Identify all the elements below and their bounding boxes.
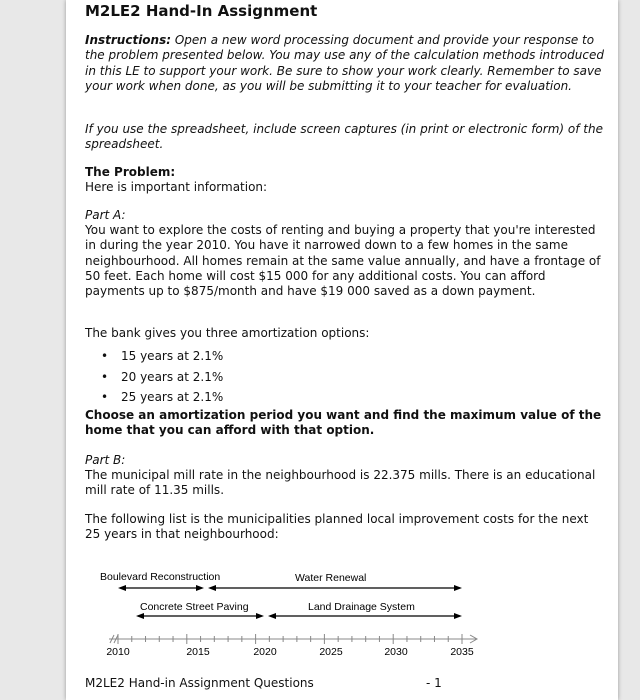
arrowhead-right-icon [196, 585, 204, 591]
instructions-paragraph [85, 33, 605, 94]
axis-label-2020: 2020 [253, 646, 277, 658]
instructions-text: Open a new word processing document and provide your response to the problem presented below. You may use any of the calculation methods introduced in this LE to support your work. Be sure to show your work clearly. Remember to save your work when done, as you will be submitting it to your teacher for evaluation. [85, 33, 604, 93]
improvements-intro: The following list is the municipalities planned local improvement costs for the next 25 years in that neighbourhood: [85, 512, 589, 542]
part-b-text: The municipal mill rate in the neighbourhood is 22.375 mills. There is an educational mill rate of 11.35 mills. [85, 468, 596, 498]
list-item: • 20 years at 2.1% [85, 367, 223, 388]
arrowhead-left-icon [118, 585, 126, 591]
axis-label-2035: 2035 [450, 646, 474, 658]
axis-label-2030: 2030 [384, 646, 408, 658]
project-label-paving: Concrete Street Paving [140, 601, 249, 613]
timeline-projects [100, 571, 462, 619]
project-label-water: Water Renewal [295, 572, 367, 584]
arrowhead-right-icon [454, 613, 462, 619]
arrowhead-left-icon [268, 613, 276, 619]
part-a-text: You want to explore the costs of renting and buying a property that you're interested in during the year 2010. You have it narrowed down to a few homes in the same neighbourhood. All homes remain at the same value annually, and have a frontage of 50 feet. Each home will cost $15 000 for any additional costs. You can afford payments up to $875/month and have $19 000 saved as a down payment. [85, 223, 601, 299]
axis-label-2010: 2010 [106, 646, 130, 658]
document-title: M2LE2 Hand-In Assignment [85, 2, 318, 20]
part-a-label: Part A: [85, 208, 126, 222]
part-a-task: Choose an amortization period you want and find the maximum value of the home that you can afford with that option. [85, 408, 602, 438]
document-page [66, 0, 618, 700]
arrowhead-left-icon [208, 585, 216, 591]
amortization-options-list [85, 346, 223, 408]
footer-text: M2LE2 Hand-in Assignment Questions [85, 676, 314, 690]
bullet-icon: • [101, 390, 109, 404]
spreadsheet-note: If you use the spreadsheet, include screen captures (in print or electronic form) of the spreadsheet. [85, 122, 603, 152]
axis-label-2015: 2015 [186, 646, 210, 658]
part-b-label: Part B: [85, 453, 126, 467]
bank-intro: The bank gives you three amortization options: [85, 326, 370, 340]
project-label-boulevard: Boulevard Reconstruction [100, 571, 221, 583]
list-item: • 15 years at 2.1% [85, 346, 223, 367]
arrowhead-left-icon [136, 613, 144, 619]
project-label-drainage: Land Drainage System [308, 601, 415, 613]
instructions-label: Instructions: [85, 33, 172, 47]
axis-label-2025: 2025 [319, 646, 343, 658]
improvement-timeline [66, 560, 618, 670]
problem-heading: The Problem: [85, 165, 176, 179]
list-item: • 25 years at 2.1% [85, 387, 223, 408]
bullet-icon: • [101, 349, 109, 363]
arrowhead-right-icon [454, 585, 462, 591]
arrowhead-right-icon [256, 613, 264, 619]
page-number: - 1 [426, 676, 442, 690]
bullet-icon: • [101, 369, 109, 384]
problem-intro: Here is important information: [85, 180, 268, 194]
timeline-axis [106, 634, 477, 658]
